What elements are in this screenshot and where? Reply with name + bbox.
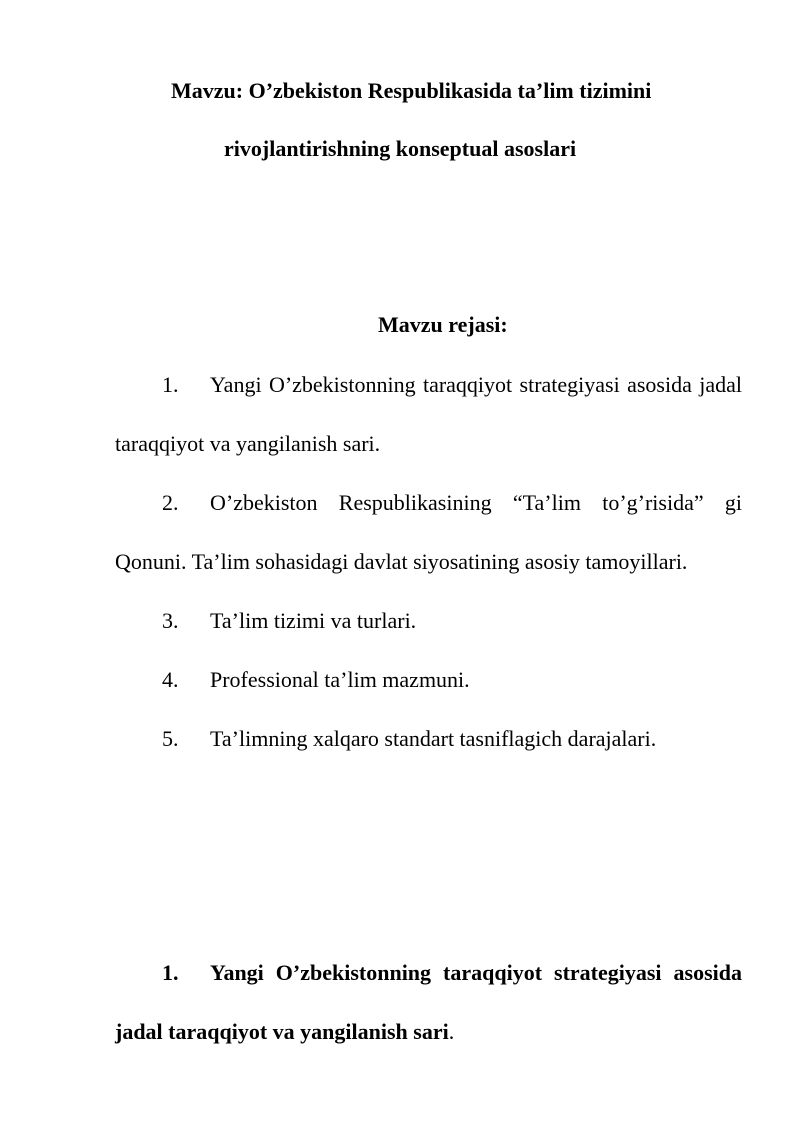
plan-item-number: 1. (162, 372, 179, 397)
plan-item (115, 591, 742, 650)
plan-item-number: 3. (162, 608, 179, 633)
plan-heading: Mavzu rejasi: (378, 312, 508, 337)
plan-item-number: 5. (162, 726, 179, 751)
plan-item (115, 355, 742, 473)
plan-item-text: Ta’lim tizimi va turlari. (210, 608, 417, 633)
section-heading (115, 943, 742, 1061)
plan-item-text: Professional ta’lim mazmuni. (210, 667, 470, 692)
plan-item-text: Yangi O’zbekistonning taraqqiyot strategiyasi asosida jadal taraqqiyot va yangilanish sari. (115, 372, 742, 456)
section-heading-period: . (448, 1019, 455, 1044)
section-heading-number: 1. (162, 960, 179, 985)
title-line-2: rivojlantirishning konseptual asoslari (224, 136, 577, 161)
plan-item (115, 709, 742, 768)
plan-item-text: Ta’limning xalqaro standart tasniflagich darajalari. (210, 726, 657, 751)
plan-item-number: 4. (162, 667, 179, 692)
plan-item-number: 2. (162, 490, 179, 515)
plan-item (115, 473, 742, 591)
plan-item (115, 650, 742, 709)
section-heading-text: Yangi O’zbekistonning taraqqiyot strategiyasi asosida jadal taraqqiyot va yangilanish sari (115, 960, 742, 1044)
plan-item-text: O’zbekiston Respublikasining “Ta’lim to’g’risida” gi Qonuni. Ta’lim sohasidagi davlat siyosatining asosiy tamoyillari. (115, 490, 742, 574)
title-line-1: Mavzu: O’zbekiston Respublikasida ta’lim tizimini (171, 78, 652, 103)
plan-list (115, 355, 742, 768)
